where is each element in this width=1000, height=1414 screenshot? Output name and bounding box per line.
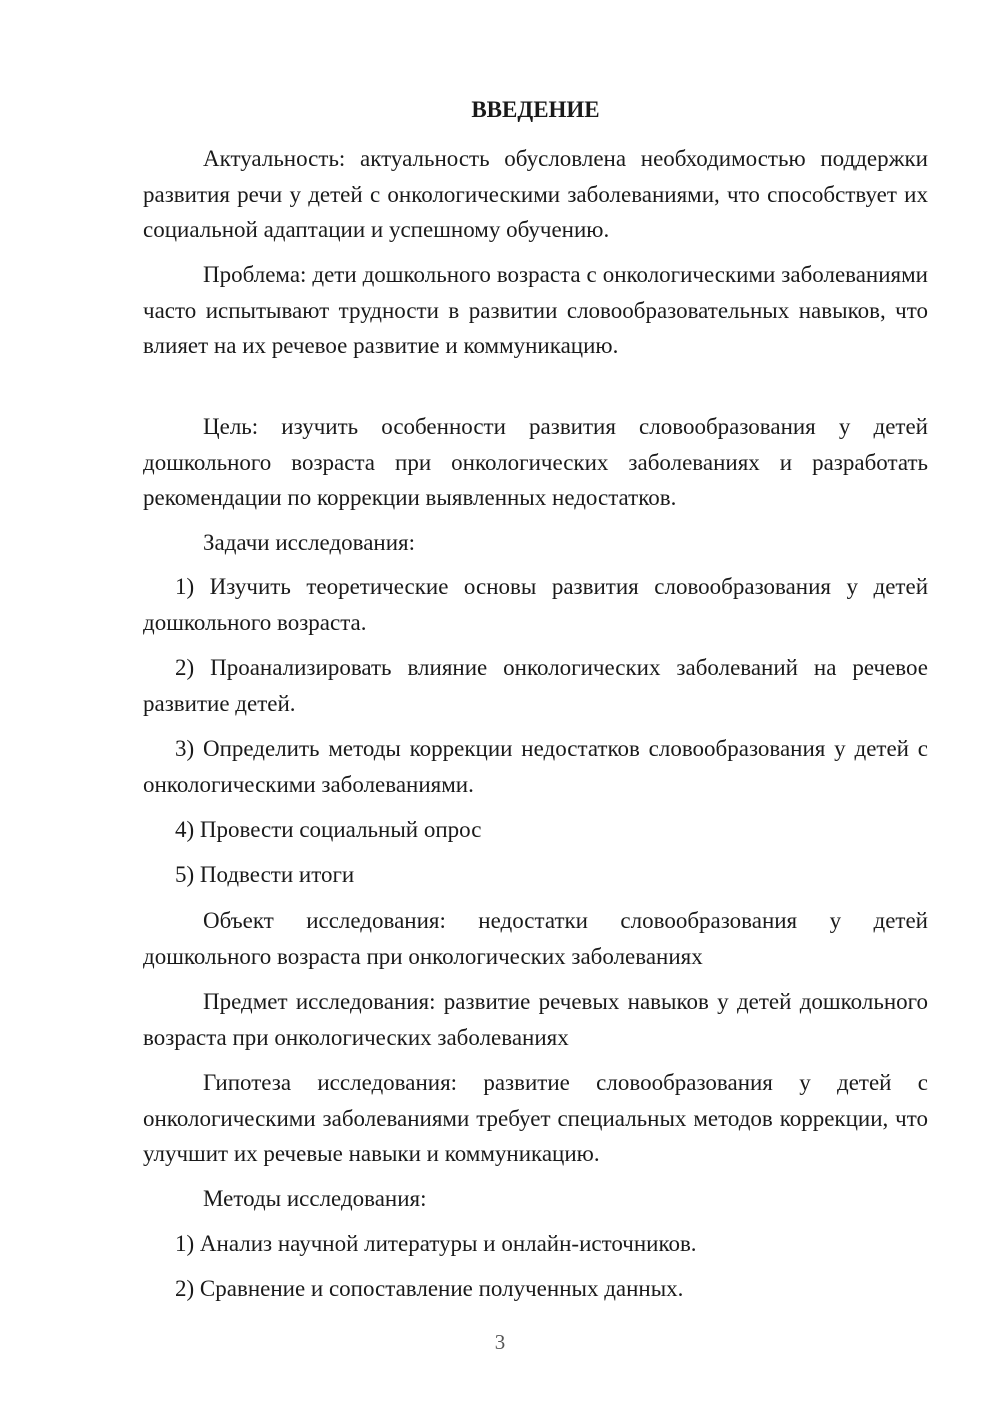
subject-paragraph: Предмет исследования: развитие речевых навыков у детей дошкольного возраста при онкологических заболеваниях	[143, 989, 928, 1050]
method-item-1: 1) Анализ научной литературы и онлайн-источников.	[175, 1231, 697, 1256]
method-item-2: 2) Сравнение и сопоставление полученных данных.	[175, 1276, 684, 1301]
task-item-3: 3) Определить методы коррекции недостатков словообразования у детей с онкологическими заболеваниями.	[143, 736, 928, 797]
methods-heading: Методы исследования:	[203, 1186, 427, 1211]
task-item-5: 5) Подвести итоги	[175, 862, 355, 887]
task-item-1: 1) Изучить теоретические основы развития словообразования у детей дошкольного возраста.	[143, 574, 928, 635]
page-title: ВВЕДЕНИЕ	[471, 97, 600, 122]
page-number: 3	[494, 1330, 506, 1354]
problem-paragraph: Проблема: дети дошкольного возраста с онкологическими заболеваниями часто испытывают трудности в развитии словообразовательных навыков, что влияет на их речевое развитие и коммуникацию.	[143, 262, 928, 358]
task-item-4: 4) Провести социальный опрос	[175, 817, 482, 842]
object-paragraph: Объект исследования: недостатки словообразования у детей дошкольного возраста при онкологических заболеваниях	[143, 908, 928, 969]
tasks-heading: Задачи исследования:	[203, 530, 416, 555]
relevance-paragraph: Актуальность: актуальность обусловлена необходимостью поддержки развития речи у детей с онкологическими заболеваниями, что способствует их социальной адаптации и успешному обучению.	[143, 146, 928, 242]
goal-paragraph: Цель: изучить особенности развития словообразования у детей дошкольного возраста при онкологических заболеваниях и разработать рекомендации по коррекции выявленных недостатков.	[143, 414, 928, 510]
hypothesis-paragraph: Гипотеза исследования: развитие словообразования у детей с онкологическими заболеваниями требует специальных методов коррекции, что улучшит их речевые навыки и коммуникацию.	[143, 1070, 928, 1166]
task-item-2: 2) Проанализировать влияние онкологических заболеваний на речевое развитие детей.	[143, 655, 928, 716]
